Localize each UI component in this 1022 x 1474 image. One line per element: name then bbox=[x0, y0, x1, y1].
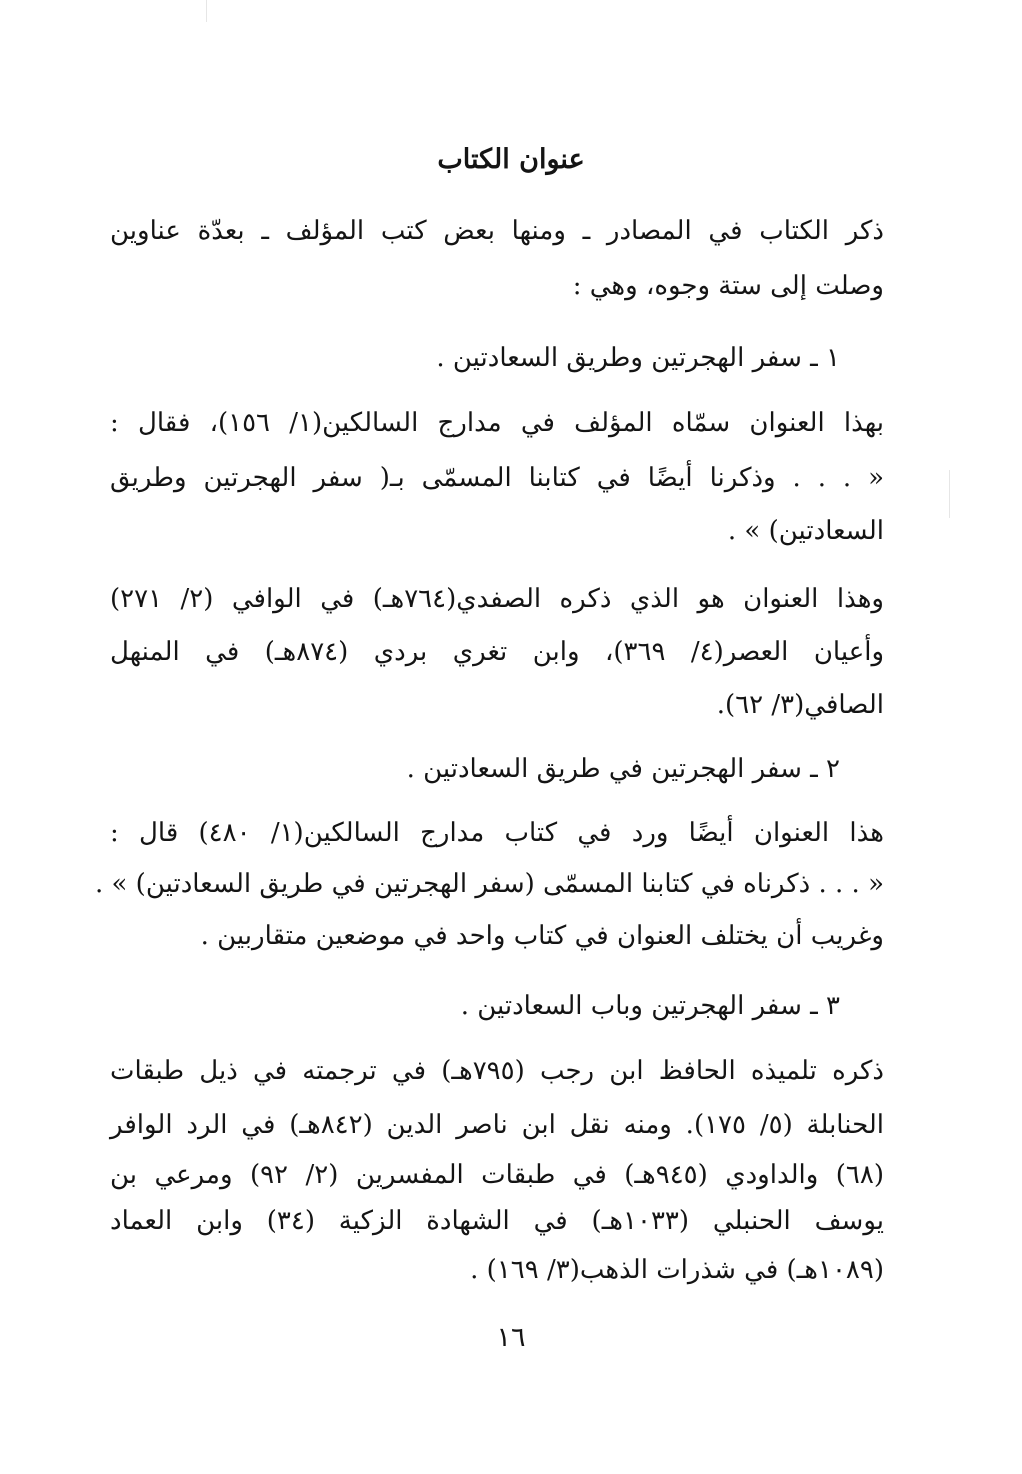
page-title: عنوان الكتاب bbox=[437, 144, 585, 175]
intro-line-2: وصلت إلى ستة وجوه، وهي : bbox=[572, 271, 884, 301]
item-3-para-line-5: (١٠٨٩هـ) في شذرات الذهب(٣/ ١٦٩) . bbox=[470, 1255, 884, 1285]
intro-line-1: ذكر الكتاب في المصادر ـ ومنها بعض كتب المؤلف ـ بعدّة عناوين bbox=[110, 216, 884, 246]
item-3-para-line-4: يوسف الحنبلي (١٠٣٣هـ) في الشهادة الزكية (٣٤) وابن العماد bbox=[110, 1206, 884, 1236]
item-3-heading: ٣ ـ سفر الهجرتين وباب السعادتين . bbox=[460, 991, 840, 1021]
scan-mark-top bbox=[206, 0, 207, 22]
scan-mark-right bbox=[949, 470, 950, 518]
item-1-para-1-line-3: السعادتين) » . bbox=[727, 516, 884, 546]
item-3-para-line-1: ذكره تلميذه الحافظ ابن رجب (٧٩٥هـ) في ترجمته في ذيل طبقات bbox=[110, 1056, 884, 1086]
item-1-para-1-line-1: بهذا العنوان سمّاه المؤلف في مدارج السالكين(١/ ١٥٦)، فقال : bbox=[110, 408, 885, 438]
page-number: ١٦ bbox=[496, 1322, 526, 1353]
item-1-heading: ١ ـ سفر الهجرتين وطريق السعادتين . bbox=[436, 343, 840, 373]
item-2-para-line-2: « . . . ذكرناه في كتابنا المسمّى (سفر الهجرتين في طريق السعادتين) » . bbox=[94, 869, 884, 899]
item-2-para-line-3: وغريب أن يختلف العنوان في كتاب واحد في موضعين متقاربين . bbox=[200, 921, 884, 951]
item-1-para-1-line-2: « . . . وذكرنا أيضًا في كتابنا المسمّى بـ( سفر الهجرتين وطريق bbox=[110, 463, 884, 493]
item-2-heading: ٢ ـ سفر الهجرتين في طريق السعادتين . bbox=[406, 754, 840, 784]
item-1-para-2-line-1: وهذا العنوان هو الذي ذكره الصفدي(٧٦٤هـ) في الوافي (٢/ ٢٧١) bbox=[110, 584, 884, 614]
item-2-para-line-1: هذا العنوان أيضًا ورد في كتاب مدارج السالكين(١/ ٤٨٠) قال : bbox=[110, 818, 884, 848]
item-1-para-2-line-2: وأعيان العصر(٤/ ٣٦٩)، وابن تغري بردي (٨٧٤هـ) في المنهل bbox=[110, 637, 884, 667]
item-1-para-2-line-3: الصافي(٣/ ٦٢). bbox=[716, 690, 884, 720]
item-3-para-line-2: الحنابلة (٥/ ١٧٥). ومنه نقل ابن ناصر الدين (٨٤٢هـ) في الرد الوافر bbox=[110, 1110, 885, 1140]
item-3-para-line-3: (٦٨) والداودي (٩٤٥هـ) في طبقات المفسرين (٢/ ٩٢) ومرعي بن bbox=[110, 1160, 885, 1190]
